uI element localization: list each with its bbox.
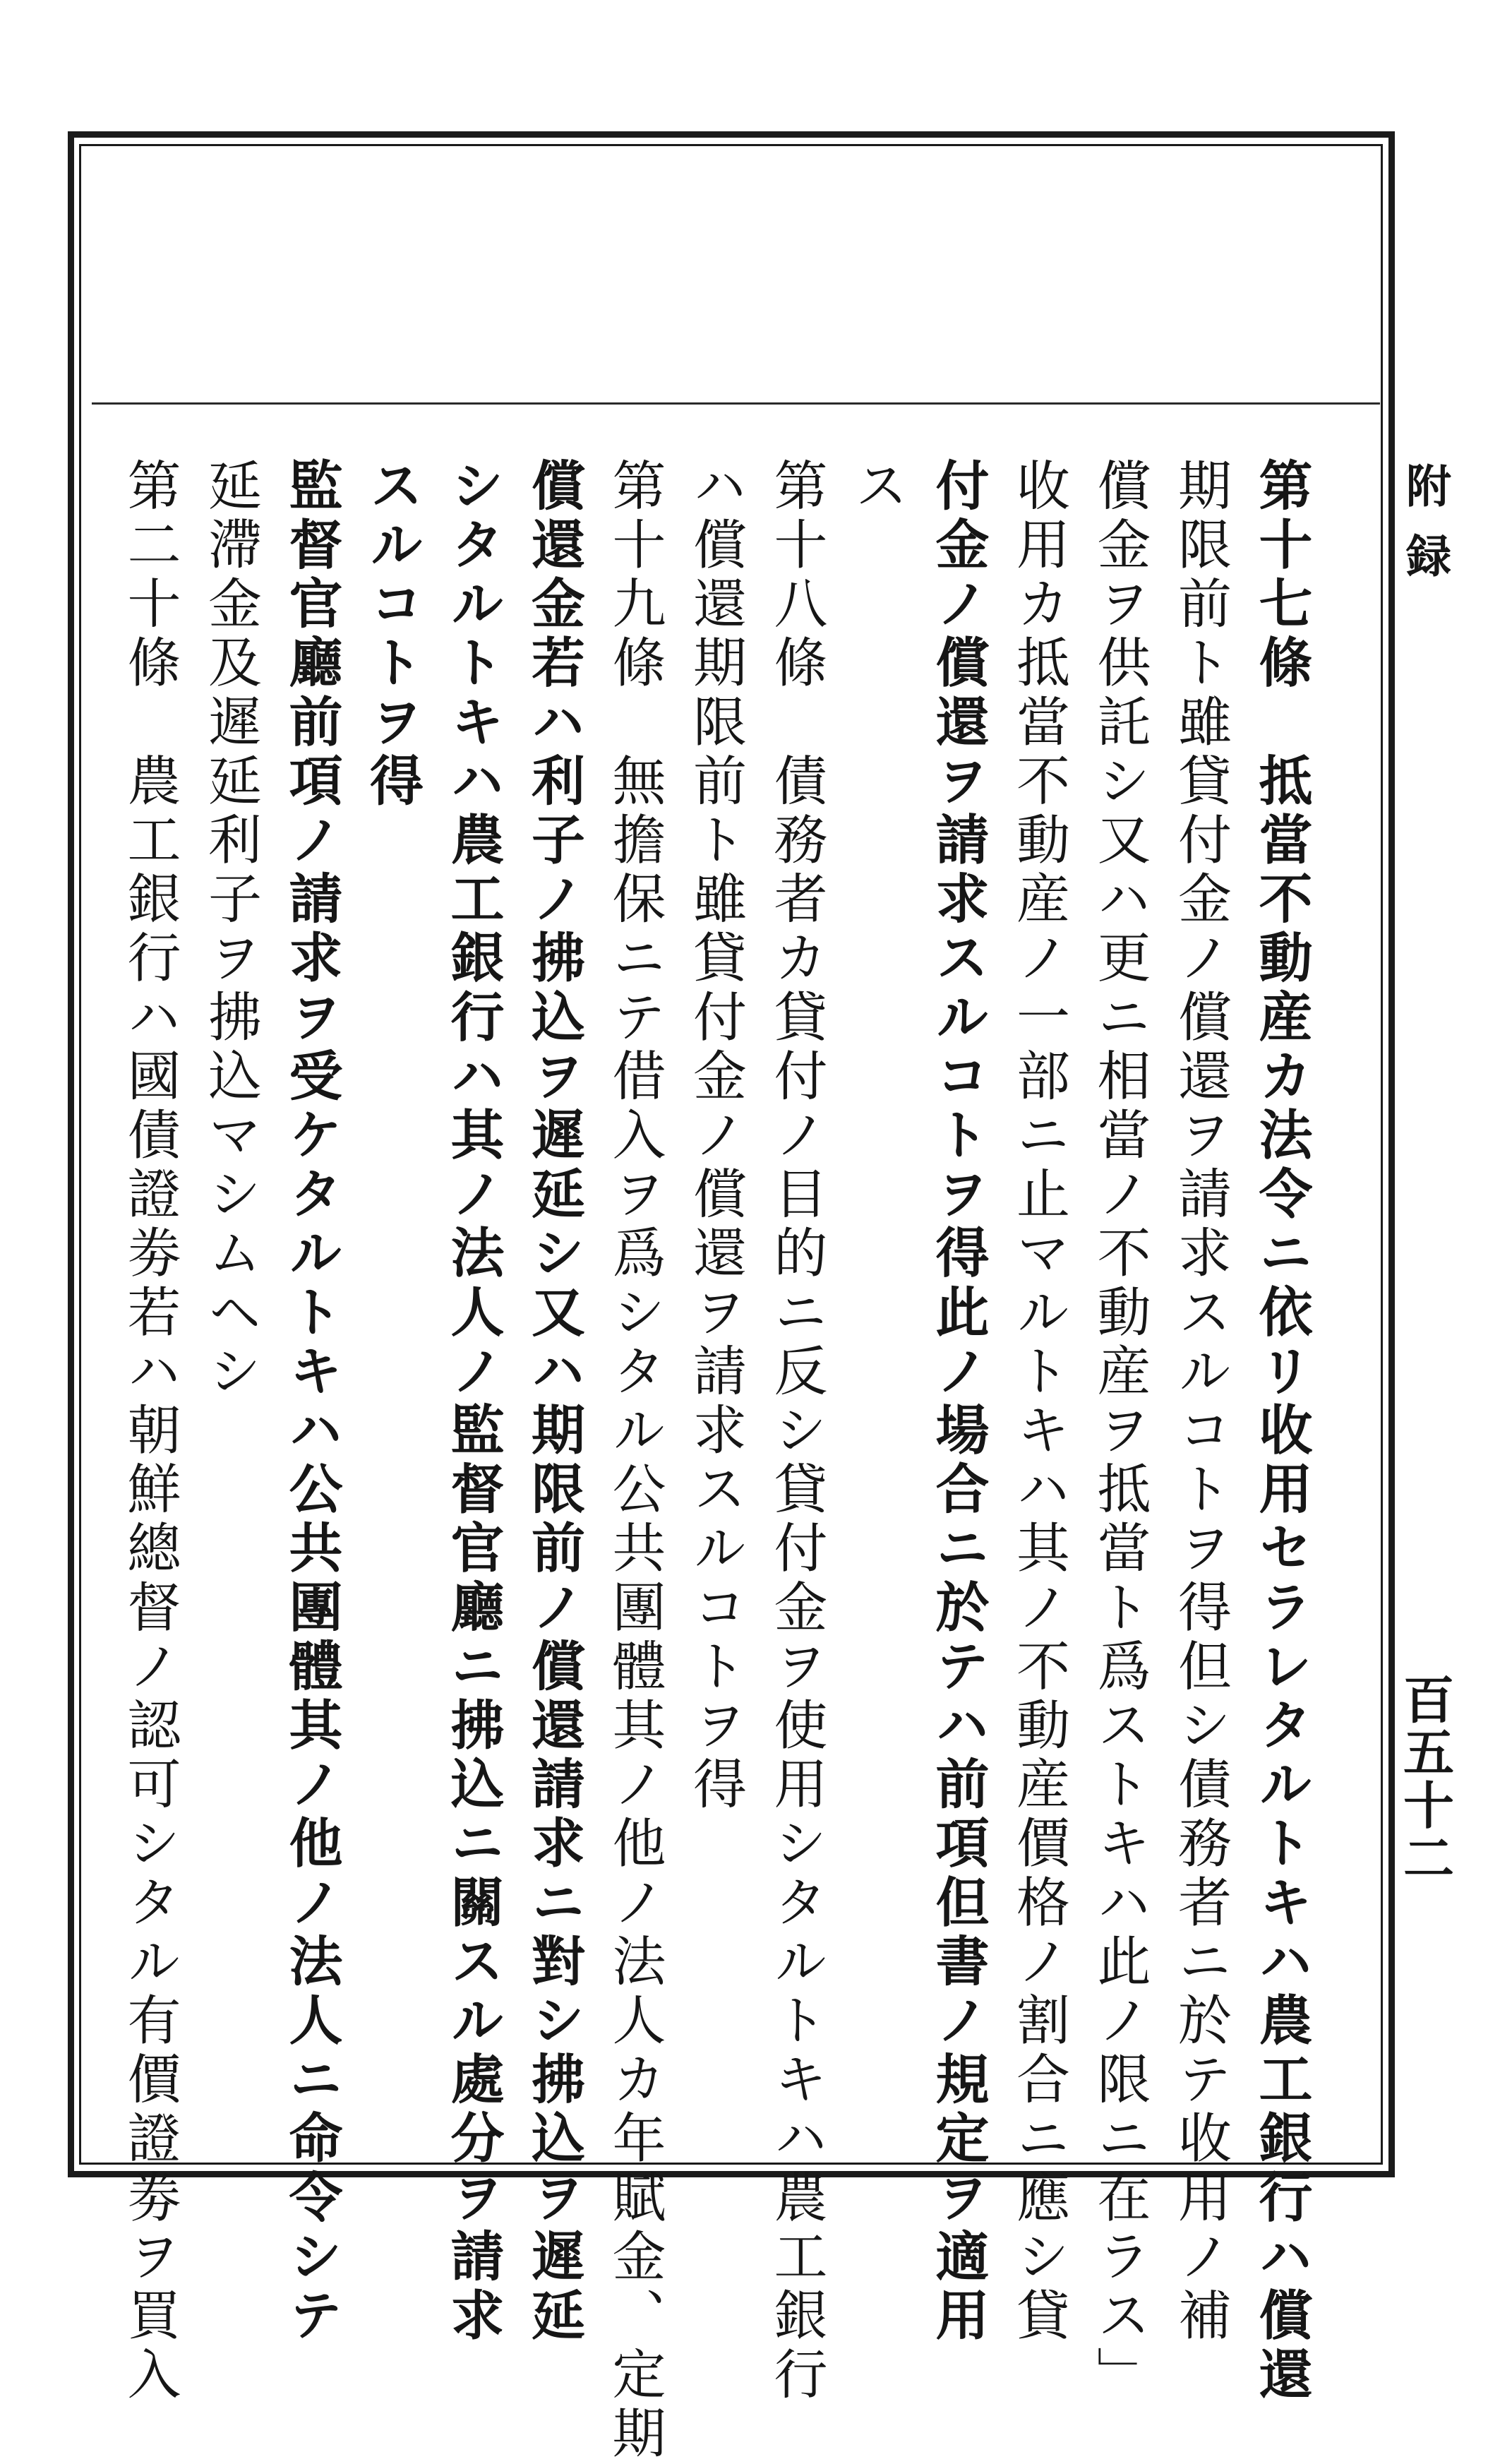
header-rule <box>92 402 1380 405</box>
text-column: 監督官廳前項ノ請求ヲ受ケタルトキハ公共團體其ノ他ノ法人ニ命令シテ <box>280 457 343 2347</box>
text-column: 期限前ト雖貸付金ノ償還ヲ請求スルコトヲ得但シ債務者ニ於テ收用ノ補 <box>1169 457 1232 2347</box>
text-column: 第十九條 無擔保ニテ借入ヲ爲シタル公共團體其ノ他ノ法人カ年賦金、定期 <box>604 457 666 2464</box>
text-column: 第十八條 債務者カ貸付ノ目的ニ反シ貸付金ヲ使用シタルトキハ農工銀行 <box>765 457 828 2405</box>
text-column: 延滯金及遲延利子ヲ拂込マシムヘシ <box>199 457 263 1402</box>
text-column: 第十七條 抵當不動産カ法令ニ依リ收用セラレタルトキハ農工銀行ハ償還 <box>1250 457 1313 2405</box>
text-column: ハ償還期限前ト雖貸付金ノ償還ヲ請求スルコトヲ得 <box>684 457 748 1815</box>
text-column: 償金ヲ供託シ又ハ更ニ相當ノ不動産ヲ抵當ト爲ストキハ此ノ限ニ在ラス」 <box>1088 457 1151 2405</box>
text-column: 償還金若ハ利子ノ拂込ヲ遲延シ又ハ期限前ノ償還請求ニ對シ拂込ヲ遲延 <box>522 457 586 2347</box>
text-column: ス <box>846 457 909 517</box>
text-column: シタルトキハ農工銀行ハ其ノ法人ノ監督官廳ニ拂込ニ關スル處分ヲ請求 <box>442 457 505 2347</box>
text-column: スルコトヲ得 <box>361 457 424 812</box>
text-column: 第二十條 農工銀行ハ國債證劵若ハ朝鮮總督ノ認可シタル有價證劵ヲ買入 <box>119 457 181 2405</box>
text-column: 收用カ抵當不動産ノ一部ニ止マルトキハ其ノ不動産價格ノ割合ニ應シ貸 <box>1007 457 1071 2347</box>
section-label: 附録 <box>1398 462 1451 603</box>
page-number: 百五十二 <box>1395 1673 1455 1885</box>
text-column: 付金ノ償還ヲ請求スルコトヲ得此ノ場合ニ於テハ前項但書ノ規定ヲ適用 <box>927 457 990 2347</box>
